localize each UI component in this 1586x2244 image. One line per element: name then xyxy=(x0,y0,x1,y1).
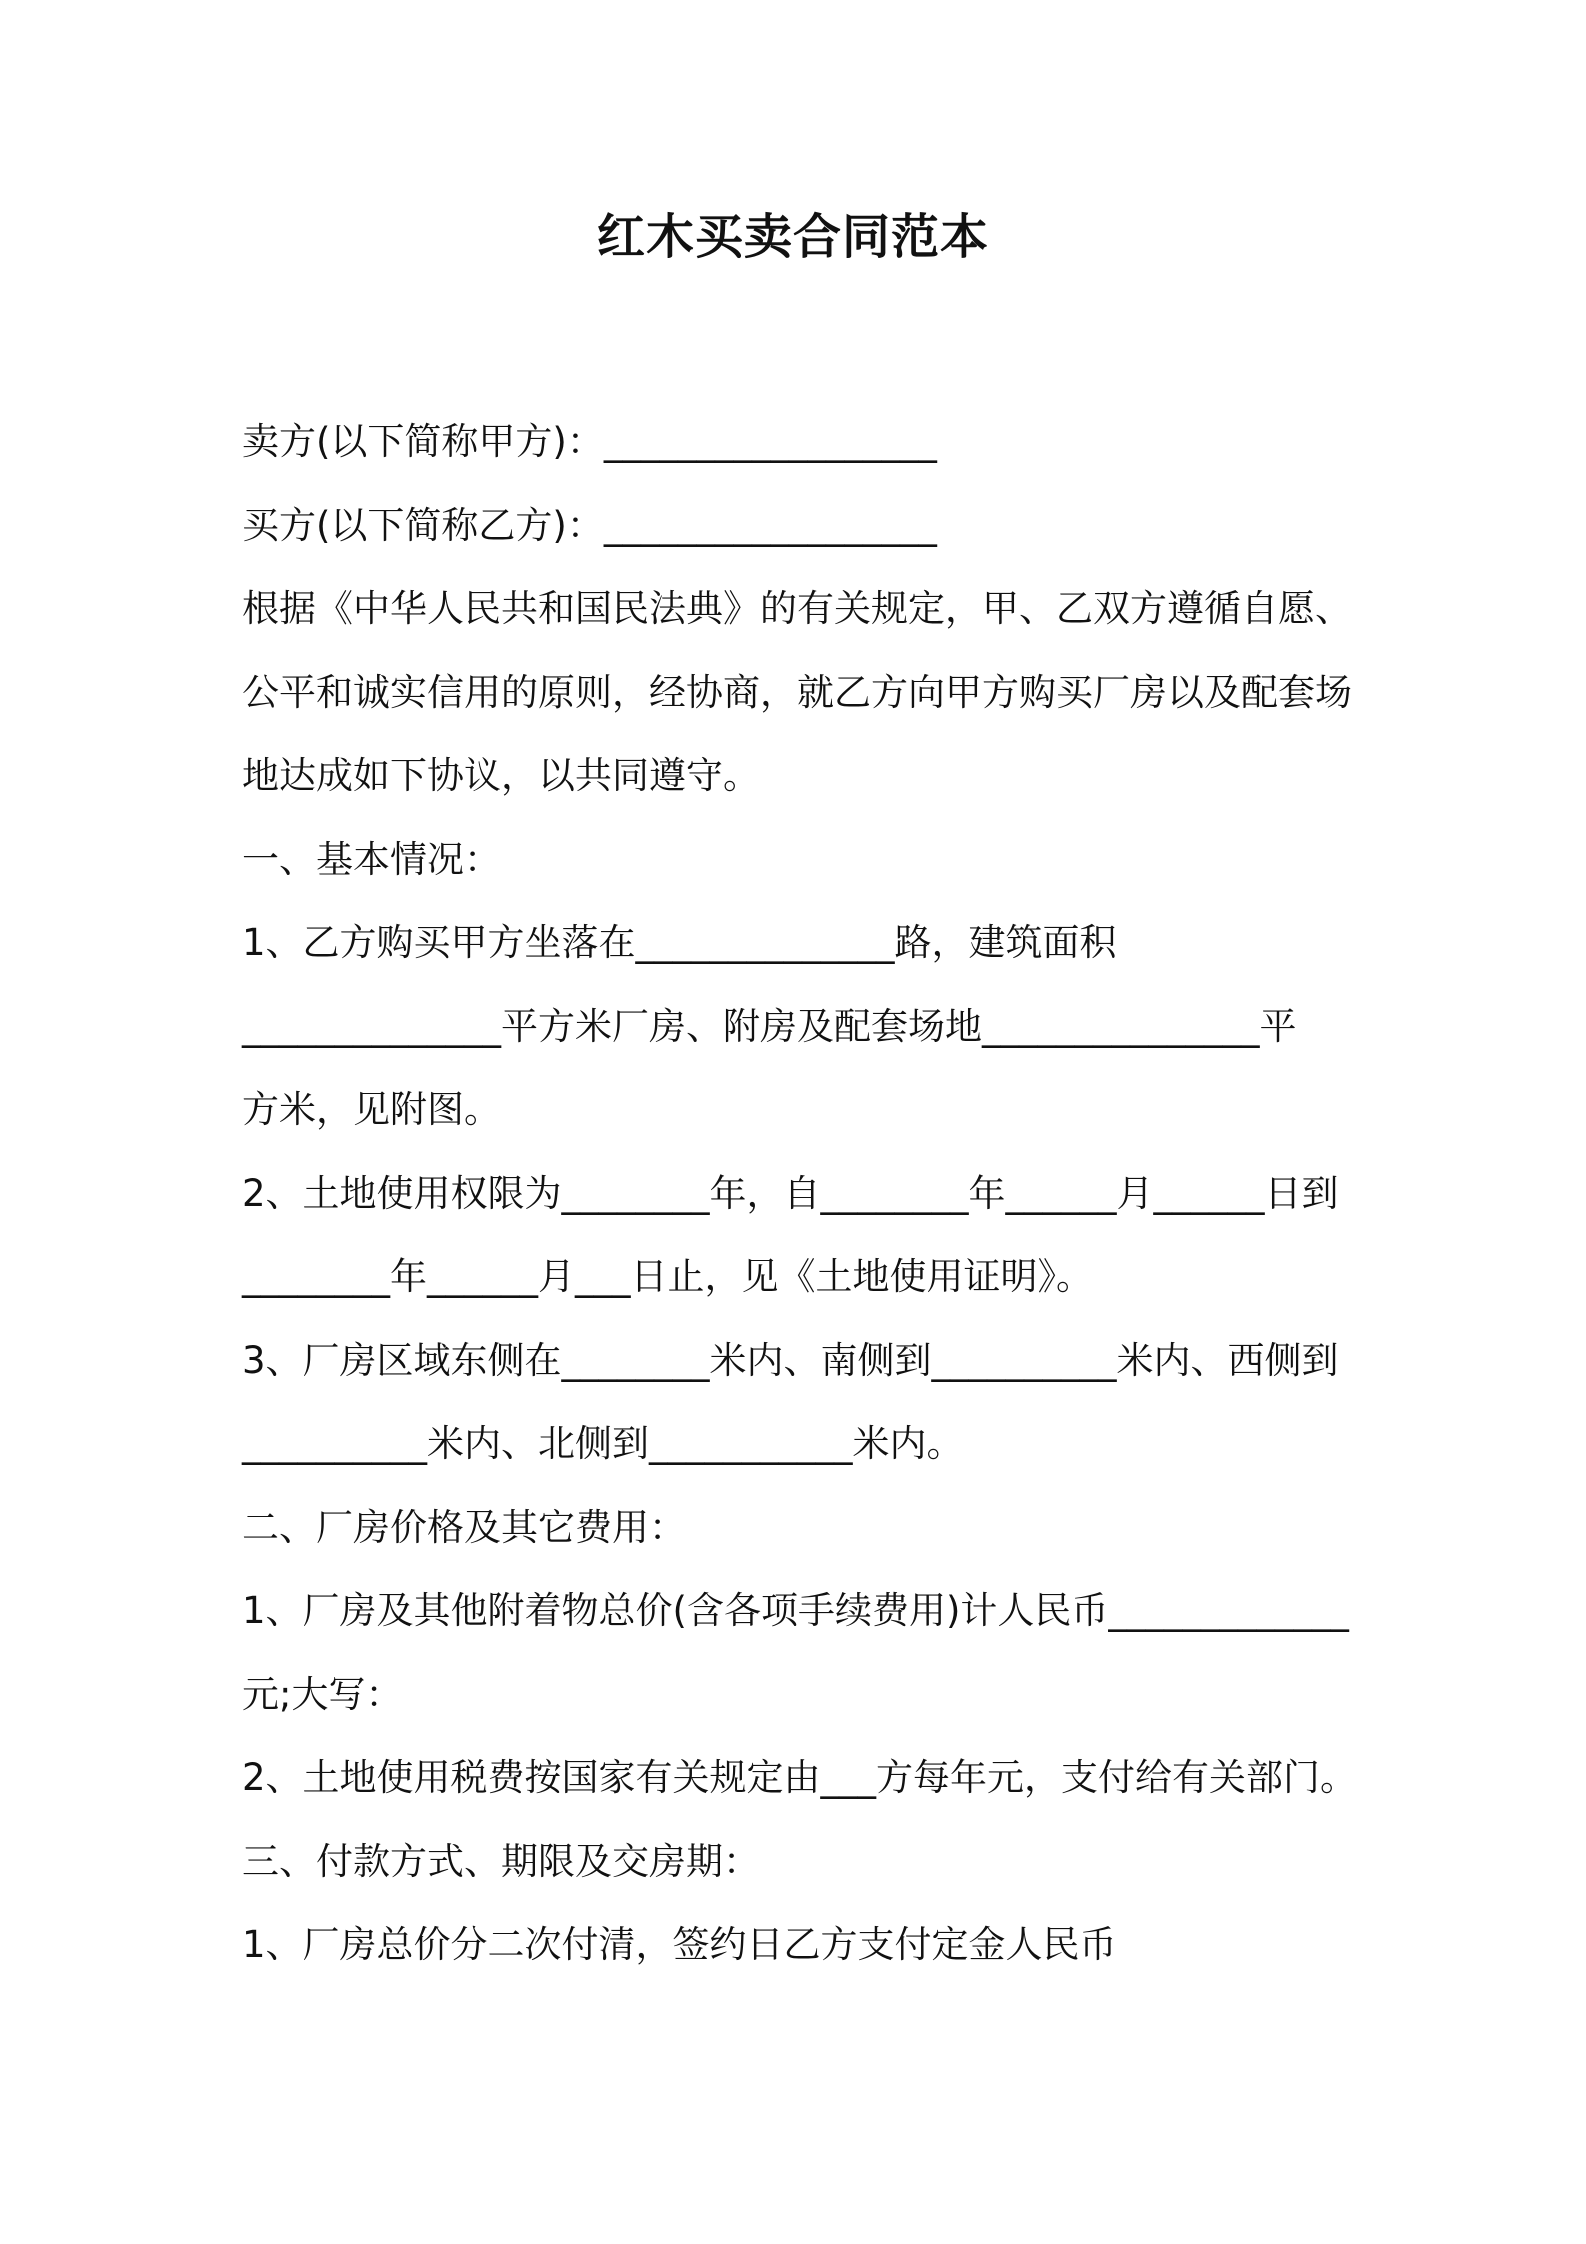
clause-1-2-line-1: 2、土地使用权限为________年，自________年______月______日到 xyxy=(242,1171,1339,1215)
section-heading-payment: 三、付款方式、期限及交房期： xyxy=(242,1839,760,1883)
preamble-line-2: 公平和诚实信用的原则，经协商，就乙方向甲方购买厂房以及配套场 xyxy=(242,670,1352,714)
document-title: 红木买卖合同范本 xyxy=(596,209,989,265)
buyer-line: 买方(以下简称乙方)：__________________ xyxy=(242,503,937,547)
document-body xyxy=(242,400,1362,1987)
section-heading-price: 二、厂房价格及其它费用： xyxy=(242,1505,686,1549)
clause-1-3-line-2: __________米内、北侧到___________米内。 xyxy=(242,1422,964,1465)
clause-1-1-line-3: 方米，见附图。 xyxy=(242,1088,501,1131)
clause-2-1-line-1: 1、厂房及其他附着物总价(含各项手续费用)计人民币_____________ xyxy=(242,1589,1349,1632)
preamble-line-1: 根据《中华人民共和国民法典》的有关规定，甲、乙双方遵循自愿、 xyxy=(242,587,1352,630)
clause-2-1-line-2: 元;大写： xyxy=(242,1672,403,1716)
clause-1-1-line-1: 1、乙方购买甲方坐落在______________路，建筑面积 xyxy=(242,921,1117,964)
clause-1-2-line-2: ________年______月___日止，见《土地使用证明》。 xyxy=(242,1255,1093,1298)
clause-3-1-line-1: 1、厂房总价分二次付清，签约日乙方支付定金人民币 xyxy=(242,1923,1117,1966)
seller-line: 卖方(以下简称甲方)：__________________ xyxy=(242,420,937,463)
clause-1-1-line-2: ______________平方米厂房、附房及配套场地_______________平 xyxy=(242,1004,1297,1048)
section-heading-basic: 一、基本情况： xyxy=(242,837,501,881)
clause-1-3-line-1: 3、厂房区域东侧在________米内、南侧到__________米内、西侧到 xyxy=(242,1338,1339,1382)
preamble-line-3: 地达成如下协议，以共同遵守。 xyxy=(242,754,760,797)
clause-2-2-line-1: 2、土地使用税费按国家有关规定由___方每年元，支付给有关部门。 xyxy=(242,1756,1358,1799)
